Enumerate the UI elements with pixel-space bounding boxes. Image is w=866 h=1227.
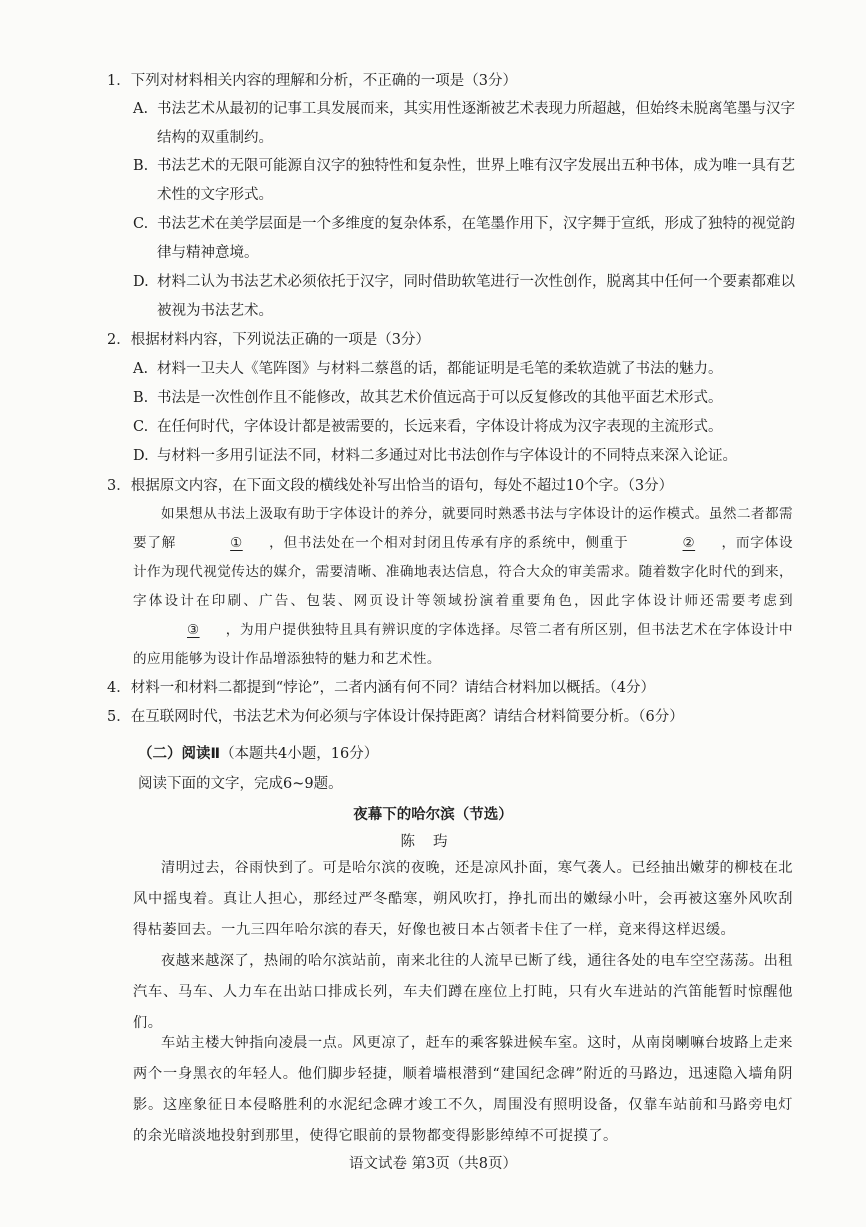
passage-text: ，但书法处在一个相对封闭且传承有序的系统中，侧重于 — [268, 535, 629, 551]
q2-option-d[interactable] — [133, 442, 798, 471]
passage-text: 如果想从书法上汲取有助于字体设计的养分，就要同时熟悉书法与字体设计的运作模式。虽然二者都需要了解 — [133, 506, 793, 551]
story-paragraph: 夜越来越深了，热闹的哈尔滨站前，南来北往的人流早已断了线，通往各处的电车空空荡荡。出租汽车、马车、人力车在出站口排成长列，车夫们蹲在座位上打盹，只有火车进站的汽笛能暂时惊醒他们。 — [133, 953, 793, 1031]
q2-option-c[interactable] — [133, 413, 798, 442]
passage-text: ，为用户提供独特且具有辨识度的字体选择。尽管二者有所区别，但书法艺术在字体设计中的应用能够为设计作品增添独特的魅力和艺术性。 — [133, 622, 793, 667]
option-text: 书法艺术的无限可能源自汉字的独特性和复杂性，世界上唯有汉字发展出五种书体，成为唯一具有艺术性的文字形式。 — [157, 158, 795, 203]
story-paragraph: 车站主楼大钟指向凌晨一点。风更凉了，赶车的乘客躲进候车室。这时，从南岗喇嘛台坡路上走来两个一身黑衣的年轻人。他们脚步轻捷，顺着墙根潜到“建国纪念碑”附近的马路边，迅速隐入墙角阴影。这座象征日本侵略胜利的水泥纪念碑才竣工不久，周围没有照明设备，仅靠车站前和马路旁电灯的余光暗淡地投射到那里，使得它眼前的景物都变得影影绰绰不可捉摸了。 — [133, 1035, 793, 1144]
option-text: 在任何时代，字体设计都是被需要的，长远来看，字体设计将成为汉字表现的主流形式。 — [157, 419, 723, 435]
q1-option-a[interactable] — [133, 95, 798, 153]
q2-option-a[interactable] — [133, 355, 798, 384]
question-3-stem: 3．根据原文内容，在下面文段的横线处补写出恰当的语句，每处不超过10个字。（3分） — [107, 478, 674, 494]
blank-3[interactable]: ③ — [187, 622, 200, 638]
option-letter: B. — [133, 390, 149, 406]
q2-option-b[interactable] — [133, 384, 798, 413]
page-footer: 语文试卷 第3页（共8页） — [348, 1156, 518, 1172]
section-title: （二）阅读Ⅱ — [138, 746, 221, 762]
story-title: 夜幕下的哈尔滨（节选） — [353, 807, 513, 823]
blank-1[interactable]: ① — [230, 535, 243, 551]
section-note: （本题共4小题，16分） — [220, 746, 379, 762]
question-1-stem: 1．下列对材料相关内容的理解和分析，不正确的一项是（3分） — [107, 73, 517, 89]
reading-instruction: 阅读下面的文字，完成6~9题。 — [138, 776, 343, 792]
option-letter: B. — [133, 158, 149, 174]
question-4: 4．材料一和材料二都提到“悖论”，二者内涵有何不同？请结合材料加以概括。（4分） — [107, 680, 656, 696]
option-letter: C. — [133, 419, 149, 435]
option-letter: D. — [133, 274, 149, 290]
option-letter: D. — [133, 448, 149, 464]
question-2-stem: 2．根据材料内容，下列说法正确的一项是（3分） — [107, 332, 430, 348]
story-paragraph: 清明过去，谷雨快到了。可是哈尔滨的夜晚，还是凉风扑面，寒气袭人。已经抽出嫩芽的柳枝在北风中摇曳着。真让人担心，那经过严冬酷寒，朔风吹打，挣扎而出的嫩绿小叶，会再被这塞外风吹刮得枯萎回去。一九三四年哈尔滨的春天，好像也被日本占领者卡住了一样，竟来得这样迟缓。 — [133, 860, 793, 938]
option-text: 与材料一多用引证法不同，材料二多通过对比书法创作与字体设计的不同特点来深入论证。 — [157, 448, 737, 464]
question-5: 5．在互联网时代，书法艺术为何必须与字体设计保持距离？请结合材料简要分析。（6分） — [107, 709, 684, 725]
option-letter: A. — [133, 101, 149, 117]
story-author: 陈玙 — [400, 834, 466, 850]
q1-option-c[interactable] — [133, 210, 798, 268]
option-text: 书法是一次性创作且不能修改，故其艺术价值远高于可以反复修改的其他平面艺术形式。 — [157, 390, 723, 406]
q1-option-b[interactable] — [133, 152, 798, 210]
option-text: 书法艺术在美学层面是一个多维度的复杂体系，在笔墨作用下，汉字舞于宣纸，形成了独特的视觉韵律与精神意境。 — [157, 216, 795, 261]
option-text: 材料二认为书法艺术必须依托于汉字，同时借助软笔进行一次性创作，脱离其中任何一个要素都难以被视为书法艺术。 — [157, 274, 795, 319]
section-heading — [138, 742, 378, 763]
fill-in-passage — [133, 500, 793, 674]
blank-2[interactable]: ② — [682, 535, 696, 551]
q1-option-d[interactable] — [133, 268, 798, 326]
option-text: 书法艺术从最初的记事工具发展而来，其实用性逐渐被艺术表现力所超越，但始终未脱离笔墨与汉字结构的双重制约。 — [157, 101, 795, 146]
option-text: 材料一卫夫人《笔阵图》与材料二蔡邕的话，都能证明是毛笔的柔软造就了书法的魅力。 — [157, 361, 723, 377]
passage-text: ，而字体设计作为现代视觉传达的媒介，需要清晰、准确地表达信息，符合大众的审美需求。随着数字化时代的到来，字体设计在印刷、广告、包装、网页设计等领域扮演着重要角色，因此字体设计师还需要考虑到 — [133, 535, 794, 609]
option-letter: A. — [133, 361, 149, 377]
option-letter: C. — [133, 216, 149, 232]
